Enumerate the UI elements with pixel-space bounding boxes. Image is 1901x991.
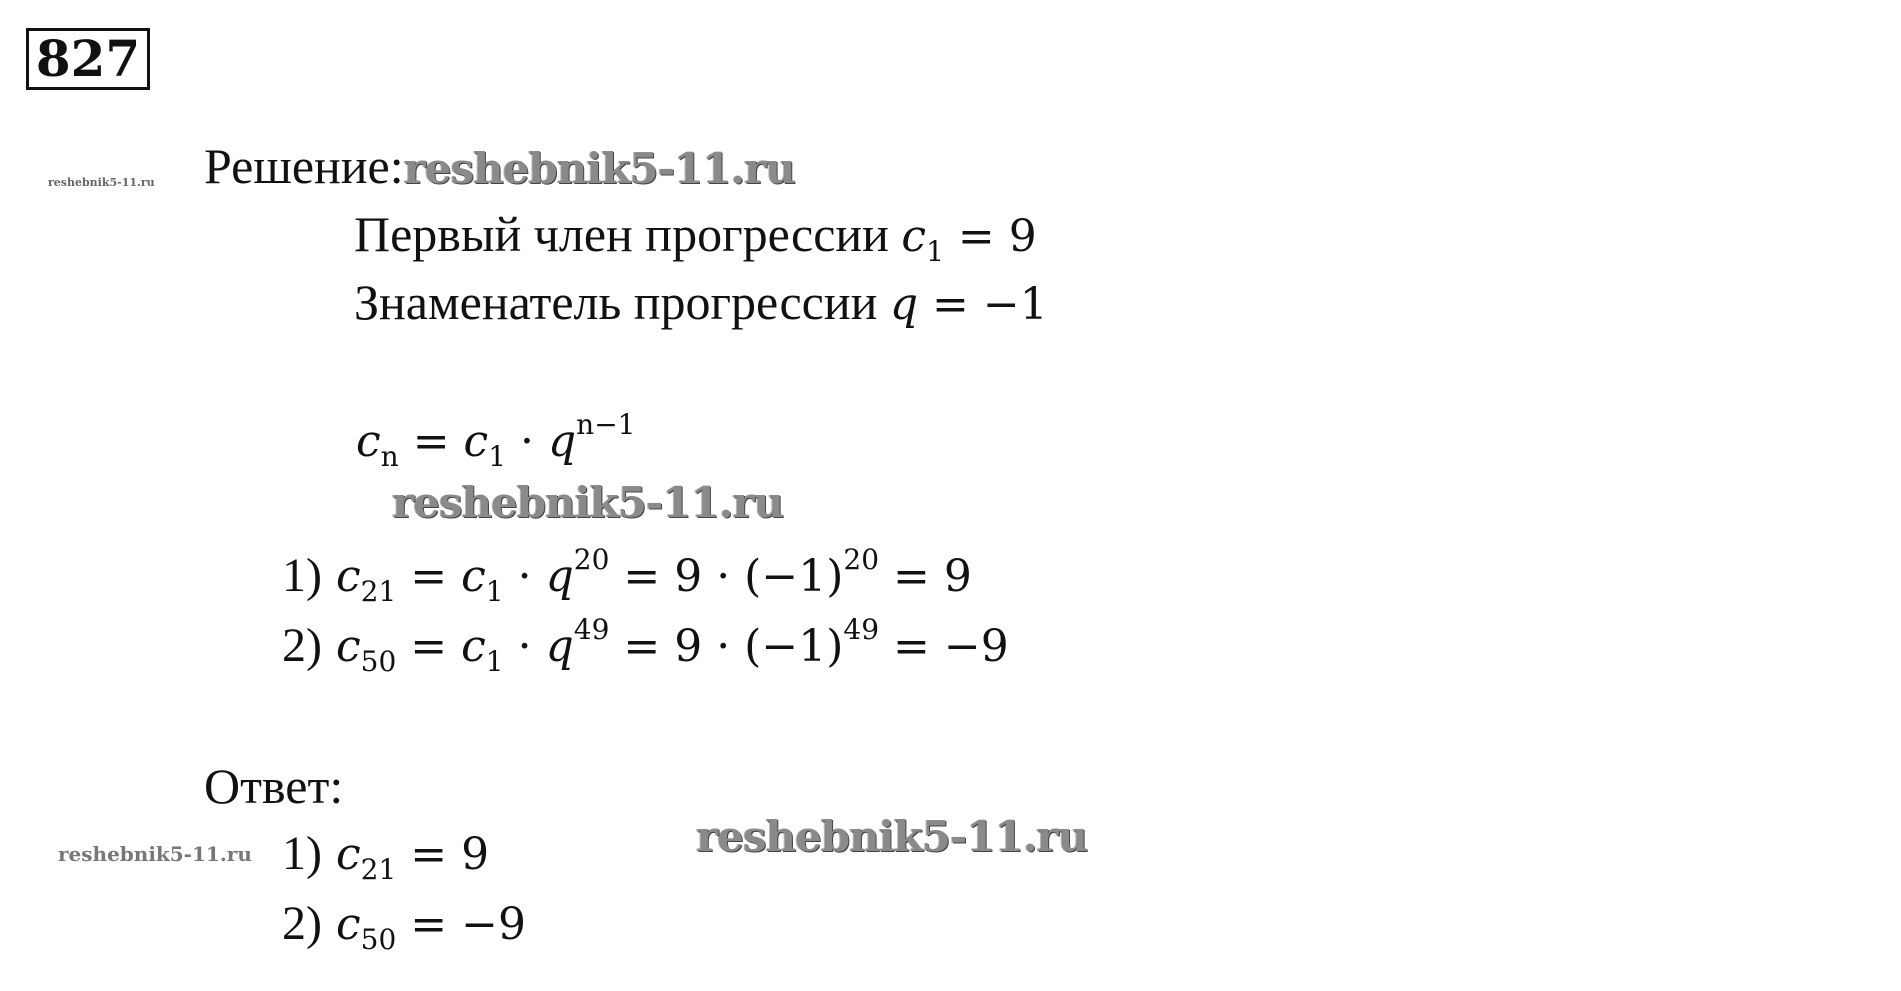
ratio-var: q <box>889 279 919 330</box>
given-first-term <box>354 204 1037 267</box>
step-2-mid-sup: 49 <box>843 613 880 646</box>
step-1-c-sub: 1 <box>485 575 504 608</box>
answer-2 <box>282 894 526 955</box>
solution-label <box>204 136 795 199</box>
step-1-var: c <box>335 551 361 602</box>
formula-q-var: q <box>548 416 577 467</box>
answer-label: Ответ: <box>204 758 344 814</box>
answer-2-value: = −9 <box>396 899 526 950</box>
answer-1-sub: 21 <box>360 853 397 886</box>
step-1-mid-sup: 20 <box>843 543 880 576</box>
watermark-inline: reshebnik5-11.ru <box>403 144 795 193</box>
step-2-q-sup: 49 <box>573 613 610 646</box>
step-2-mid: = 9 · (−1) <box>609 621 844 672</box>
answer-2-var: c <box>335 899 361 950</box>
watermark-middle: reshebnik5-11.ru <box>392 478 784 527</box>
step-1-mid: = 9 · (−1) <box>609 551 844 602</box>
formula-lhs-var: c <box>356 416 381 467</box>
step-2-c-var: c <box>461 621 486 672</box>
ratio-text: Знаменатель прогрессии <box>354 274 878 330</box>
first-term-text: Первый член прогрессии <box>354 206 889 262</box>
step-2-c-sub: 1 <box>485 645 504 678</box>
formula-lhs-sub: n <box>380 440 399 473</box>
given-ratio <box>354 272 1048 335</box>
step-1-c-var: c <box>461 551 486 602</box>
step-2 <box>282 613 1009 678</box>
step-2-sub: 50 <box>360 645 397 678</box>
step-2-eq: = <box>396 621 462 672</box>
step-1 <box>282 543 972 608</box>
step-1-eq: = <box>396 551 462 602</box>
answer-1-var: c <box>335 829 361 880</box>
watermark-left: reshebnik5-11.ru <box>58 842 252 866</box>
answer-1-value: = 9 <box>396 829 490 880</box>
first-term-rhs: = 9 <box>943 211 1037 262</box>
formula-dot: · <box>506 416 548 467</box>
step-2-dot: · <box>503 621 546 672</box>
step-1-result: = 9 <box>879 551 972 602</box>
general-formula <box>356 408 636 473</box>
formula-c-var: c <box>463 416 489 467</box>
first-term-sub: 1 <box>926 235 944 268</box>
step-1-q-sup: 20 <box>573 543 610 576</box>
answer-1-num: 1) <box>282 827 322 880</box>
step-1-num: 1) <box>282 549 322 602</box>
step-2-q-var: q <box>545 621 574 672</box>
watermark-right: reshebnik5-11.ru <box>696 812 1088 861</box>
answer-1 <box>282 824 489 885</box>
watermark-tiny: reshebnik5-11.ru <box>48 176 155 189</box>
step-2-num: 2) <box>282 619 322 672</box>
answer-2-sub: 50 <box>360 923 397 956</box>
first-term-var: c <box>901 211 927 262</box>
step-1-sub: 21 <box>360 575 397 608</box>
step-2-result: = −9 <box>879 621 1009 672</box>
formula-q-sup: n−1 <box>576 408 636 441</box>
formula-eq: = <box>398 416 464 467</box>
step-1-q-var: q <box>545 551 574 602</box>
problem-number: 827 <box>26 28 150 90</box>
ratio-rhs: = −1 <box>918 279 1048 330</box>
solution-label-text: Решение: <box>204 138 404 194</box>
step-2-var: c <box>335 621 361 672</box>
formula-c-sub: 1 <box>488 440 507 473</box>
step-1-dot: · <box>503 551 546 602</box>
answer-2-num: 2) <box>282 897 322 950</box>
